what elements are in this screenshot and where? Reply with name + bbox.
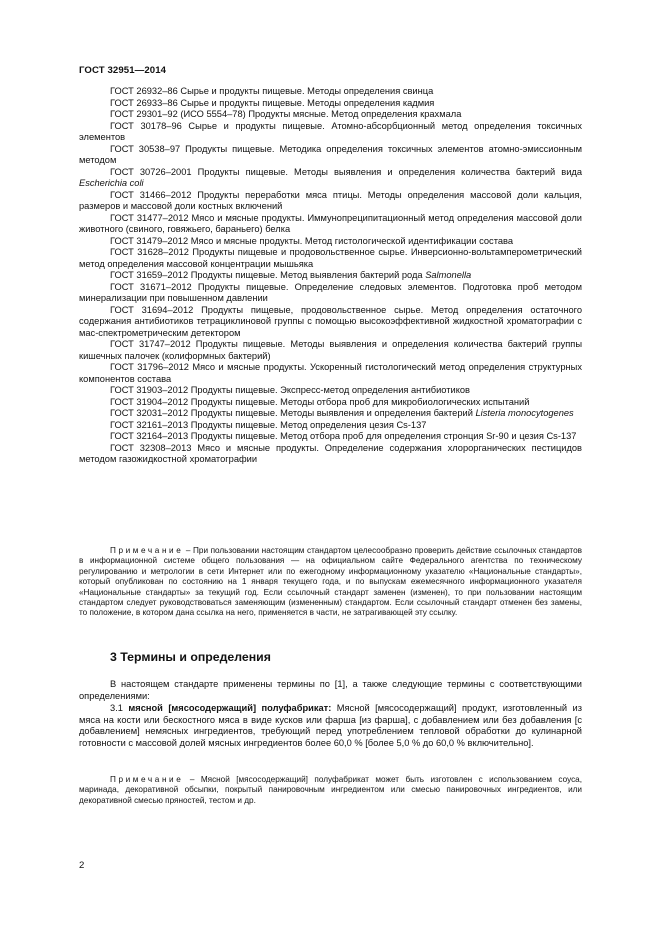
term-note: [79, 775, 582, 806]
page-number: 2: [79, 860, 85, 871]
reference-item: ГОСТ 31747–2012 Продукты пищевые. Методы выявления и определения количества бактерий группы кишечных палочек (колиформных бактерий): [79, 339, 582, 361]
reference-item: ГОСТ 32308–2013 Мясо и мясные продукты. Определение содержания хлорорганических пестицидов методом газожидкостной хроматографии: [79, 442, 582, 464]
term-definition-text: Мясной [мясосодержащий] продукт, изготовленный из мяса на кости или бескостного мяса в виде кусков или фарша [из фарша], с добавлением или без добавления [с добавлением] немясных ингредиентов, требующий перед употреблением тепловой обработки до кулинарной готовности с массовой долей мясных ингредиентов более 60,0 % [более 5,0 % до 60,0 % включительно].: [79, 703, 583, 748]
note-text: – Мясной [мясосодержащий] полуфабрикат может быть изготовлен с использованием соуса, маринада, декоративной обсыпки, покрытый панировочным ингредиентом или смесью панировочных ингредиентов, или декоративной смесью пряностей, тестом и др.: [79, 775, 582, 805]
note-text: – При пользовании настоящим стандартом целесообразно проверить действие ссылочных стандартов в информационной системе общего пользования — на официальном сайте Федерального агентства по техническому регулированию и метрологии в сети Интернет или по ежегодному информационному указателю «Национальные стандарты», который опубликован по состоянию на 1 января текущего года, и по выпускам ежемесячного информационного указателя «Национальные стандарты» за текущий год. Если ссылочный стандарт заменен (изменен), то при пользовании настоящим стандартом следует руководствоваться заменяющим (измененным) стандартом. Если ссылочный стандарт отменен без замены, то положение, в котором дана ссылка на него, применяется в части, не затрагивающей эту ссылку.: [79, 546, 582, 618]
reference-item: ГОСТ 32161–2013 Продукты пищевые. Метод определения цезия Cs-137: [110, 419, 427, 430]
reference-item: ГОСТ 32164–2013 Продукты пищевые. Метод отбора проб для определения стронция Sr-90 и цезия Cs-137: [110, 431, 577, 441]
reference-item: ГОСТ 31671–2012 Продукты пищевые. Определение следовых элементов. Подготовка проб методом минерализации при повышенном давлении: [79, 281, 582, 303]
references-note: [79, 546, 582, 619]
document-header: ГОСТ 32951—2014: [79, 65, 167, 76]
term-name: мясной [мясосодержащий] полуфабрикат:: [128, 703, 332, 713]
section-intro: В настоящем стандарте применены термины по [1], а также следующие термины с соответствующими определениями:: [79, 679, 582, 701]
reference-item: ГОСТ 31694–2012 Продукты пищевые, продовольственное сырье. Метод определения остаточного содержания антибиотиков тетрациклиновой группы с помощью высокоэффективной жидкостной хроматографии с мас-спектрометрическим детектором: [79, 304, 582, 338]
reference-item: ГОСТ 26932–86 Сырье и продукты пищевые. Методы определения свинца: [110, 86, 434, 96]
reference-item: ГОСТ 31659–2012 Продукты пищевые. Метод выявления бактерий рода Salmonella: [110, 270, 472, 280]
reference-item: ГОСТ 31479–2012 Мясо и мясные продукты. Метод гистологической идентификации состава: [110, 235, 514, 246]
reference-item: ГОСТ 30726–2001 Продукты пищевые. Методы выявления и определения количества бактерий вида Escherichia coli: [79, 166, 582, 188]
term-definition: [79, 703, 582, 749]
reference-item: ГОСТ 31477–2012 Мясо и мясные продукты. Иммунопреципитационный метод определения массовой доли животного (свиного, говяжьего, бараньего) белка: [79, 212, 582, 234]
term-number: 3.1: [110, 703, 129, 713]
note-label: Примечание: [110, 546, 184, 555]
reference-item: ГОСТ 31466–2012 Продукты переработки мяса птицы. Методы определения массовой доли кальция, размеров и массовой доли костных включений: [79, 189, 582, 211]
reference-item: ГОСТ 29301–92 (ИСО 5554–78) Продукты мясные. Метод определения крахмала: [110, 109, 462, 119]
reference-item: ГОСТ 31628–2012 Продукты пищевые и продовольственное сырье. Инверсионно-вольтамперометрический метод определения массовой концентрации мышьяка: [79, 247, 582, 269]
normative-references-list: [79, 86, 582, 466]
reference-item: ГОСТ 31796–2012 Мясо и мясные продукты. Ускоренный гистологический метод определения структурных компонентов состава: [79, 362, 582, 384]
reference-item: ГОСТ 26933–86 Сырье и продукты пищевые. Методы определения кадмия: [110, 97, 435, 108]
note-label: Примечание: [110, 775, 184, 784]
reference-item: ГОСТ 31903–2012 Продукты пищевые. Экспресс-метод определения антибиотиков: [110, 385, 470, 395]
reference-item: ГОСТ 30538–97 Продукты пищевые. Методика определения токсичных элементов атомно-эмиссионным методом: [79, 143, 582, 165]
reference-item: ГОСТ 32031–2012 Продукты пищевые. Методы выявления и определения бактерий Listeria monocytogenes: [110, 408, 574, 418]
section-title: 3 Термины и определения: [110, 650, 271, 664]
reference-item: ГОСТ 30178–96 Сырье и продукты пищевые. Атомно-абсорбционный метод определения токсичных элементов: [79, 120, 582, 142]
reference-item: ГОСТ 31904–2012 Продукты пищевые. Методы отбора проб для микробиологических испытаний: [110, 396, 530, 407]
